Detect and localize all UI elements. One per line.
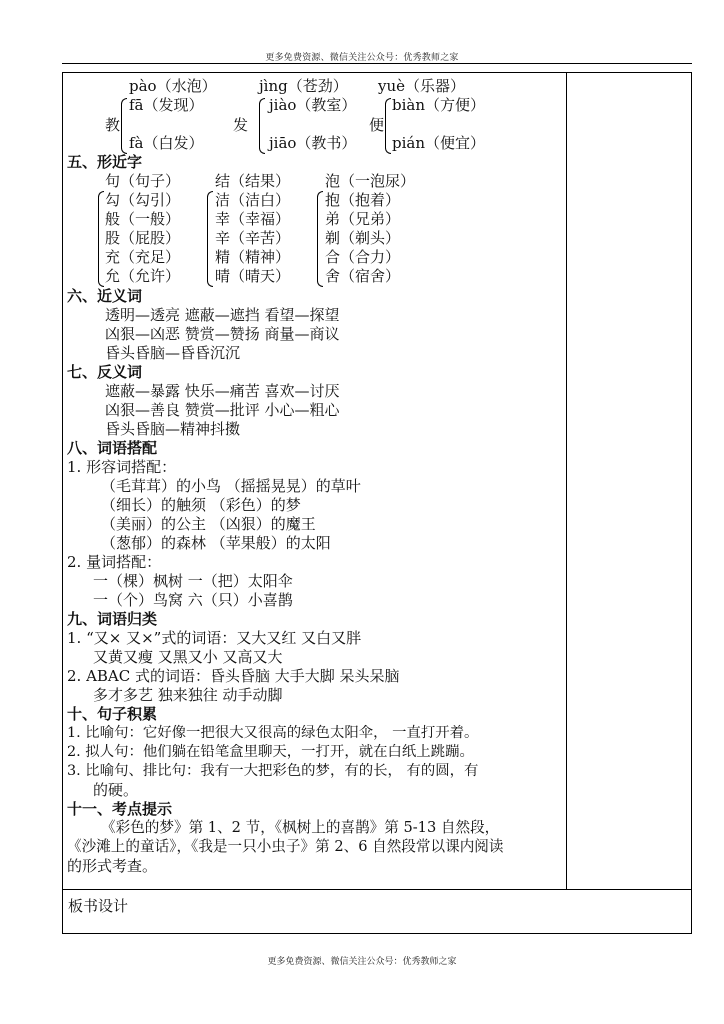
section-11-title: 十一、考点提示	[67, 800, 173, 818]
s8-adj-1: （毛茸茸）的小鸟 （摇摇晃晃）的草叶	[101, 477, 361, 495]
s11-line-1: 《彩色的梦》第 1、2 节，《枫树上的喜鹊》第 5-13 自然段，	[101, 819, 500, 836]
s5-c3-5: 舍（宿舍）	[325, 267, 401, 285]
s5-c2-3: 辛（辛苦）	[215, 229, 291, 247]
column-divider	[566, 73, 567, 889]
polyphone-jiao-bottom: jiāo（教书）	[269, 134, 357, 152]
polyphone-jing: jìng（苍劲）	[259, 77, 348, 95]
s9-line-1: 1. “又× 又×”式的词语：又大又红 又白又胖	[67, 629, 362, 647]
brace-s5-col3	[317, 191, 323, 287]
s5-c1-3: 股（屁股）	[105, 229, 181, 247]
s5-c3-3: 剃（剃头）	[325, 229, 401, 247]
s5-c1-1: 勾（勾引）	[105, 191, 181, 209]
page-header: 更多免费资源、微信关注公众号：优秀教师之家	[265, 53, 459, 63]
polyphone-char-bian: 便	[369, 116, 385, 134]
s8-sub-2: 2. 量词搭配：	[67, 553, 162, 571]
s8-adj-4: （葱郁）的森林 （苹果般）的太阳	[101, 534, 331, 552]
board-design-label: 板书设计	[68, 897, 129, 915]
s8-mw-1: 一（棵）枫树 一（把）太阳伞	[93, 572, 293, 590]
row-divider	[63, 889, 691, 890]
polyphone-fa-bottom: fà（白发）	[129, 134, 204, 152]
s5-c1-5: 允（允许）	[105, 267, 181, 285]
s5-c1-0: 句（句子）	[105, 172, 181, 190]
polyphone-bian-top: biàn（方便）	[392, 96, 486, 114]
s11-line-2: 《沙滩上的童话》，《我是一只小虫子》第 2、6 自然段常以课内阅读	[67, 838, 504, 855]
polyphone-char-jiao: 教	[105, 116, 121, 134]
s5-c2-0: 结（结果）	[215, 172, 291, 190]
s10-line-2: 2. 拟人句：他们躺在铅笔盒里聊天，一打开，就在白纸上跳蹦。	[67, 744, 474, 760]
s8-adj-3: （美丽）的公主 （凶狠）的魔王	[101, 515, 316, 533]
section-8-title: 八、词语搭配	[67, 439, 158, 457]
s7-line-3: 昏头昏脑—精神抖擞	[105, 420, 241, 438]
s10-line-3: 3. 比喻句、排比句：我有一大把彩色的梦，有的长， 有的圆，有	[67, 763, 479, 779]
s9-line-1b: 又黄又瘦 又黑又小 又高又大	[93, 648, 283, 666]
section-7-title: 七、反义词	[67, 363, 143, 381]
s5-c1-4: 充（充足）	[105, 248, 181, 266]
header-rule	[62, 63, 692, 64]
s7-line-1: 遮蔽—暴露 快乐—痛苦 喜欢—讨厌	[105, 382, 340, 400]
polyphone-fa-top: fā（发现）	[129, 96, 204, 114]
section-10-title: 十、句子积累	[67, 705, 158, 723]
s8-mw-2: 一（个）鸟窝 六（只）小喜鹊	[93, 591, 293, 609]
s6-line-2: 凶狠—凶恶 赞赏—赞扬 商量—商议	[105, 325, 340, 343]
brace-2	[259, 98, 265, 154]
s9-line-2: 2. ABAC 式的词语：昏头昏脑 大手大脚 呆头呆脑	[67, 667, 400, 685]
brace-s5-col2	[207, 191, 213, 287]
s8-adj-2: （细长）的触须 （彩色）的梦	[101, 496, 301, 514]
s5-c2-1: 洁（洁白）	[215, 191, 291, 209]
section-5-title: 五、形近字	[67, 153, 143, 171]
page-footer: 更多免费资源、微信关注公众号：优秀教师之家	[267, 957, 457, 967]
brace-1	[121, 98, 127, 154]
s10-line-3b: 的硬。	[93, 781, 139, 799]
lesson-table	[62, 72, 692, 934]
polyphone-char-fa: 发	[233, 116, 249, 134]
s5-c2-5: 晴（晴天）	[215, 267, 291, 285]
polyphone-jiao-top: jiào（教室）	[269, 96, 357, 114]
brace-3	[385, 98, 391, 154]
s5-c3-0: 泡（一泡尿）	[325, 172, 416, 190]
s9-line-2b: 多才多艺 独来独往 动手动脚	[93, 686, 283, 704]
brace-s5-col1	[98, 191, 104, 287]
polyphone-pao: pào（水泡）	[129, 77, 217, 95]
section-6-title: 六、近义词	[67, 287, 143, 305]
section-9-title: 九、词语归类	[67, 610, 158, 628]
s5-c3-1: 抱（抱着）	[325, 191, 401, 209]
s5-c1-2: 般（一般）	[105, 210, 181, 228]
polyphone-pian-bottom: pián（便宜）	[392, 134, 486, 152]
s5-c3-2: 弟（兄弟）	[325, 210, 401, 228]
s5-c3-4: 合（合力）	[325, 248, 401, 266]
s7-line-2: 凶狠—善良 赞赏—批评 小心—粗心	[105, 401, 340, 419]
s11-line-3: 的形式考查。	[67, 857, 158, 875]
s5-c2-2: 幸（幸福）	[215, 210, 291, 228]
polyphone-yue: yuè（乐器）	[378, 77, 466, 95]
s8-sub-1: 1. 形容词搭配：	[67, 458, 177, 476]
s6-line-3: 昏头昏脑—昏昏沉沉	[105, 344, 241, 362]
s5-c2-4: 精（精神）	[215, 248, 291, 266]
s10-line-1: 1. 比喻句：它好像一把很大又很高的绿色太阳伞， 一直打开着。	[67, 725, 479, 741]
s6-line-1: 透明—透亮 遮蔽—遮挡 看望—探望	[105, 306, 340, 324]
